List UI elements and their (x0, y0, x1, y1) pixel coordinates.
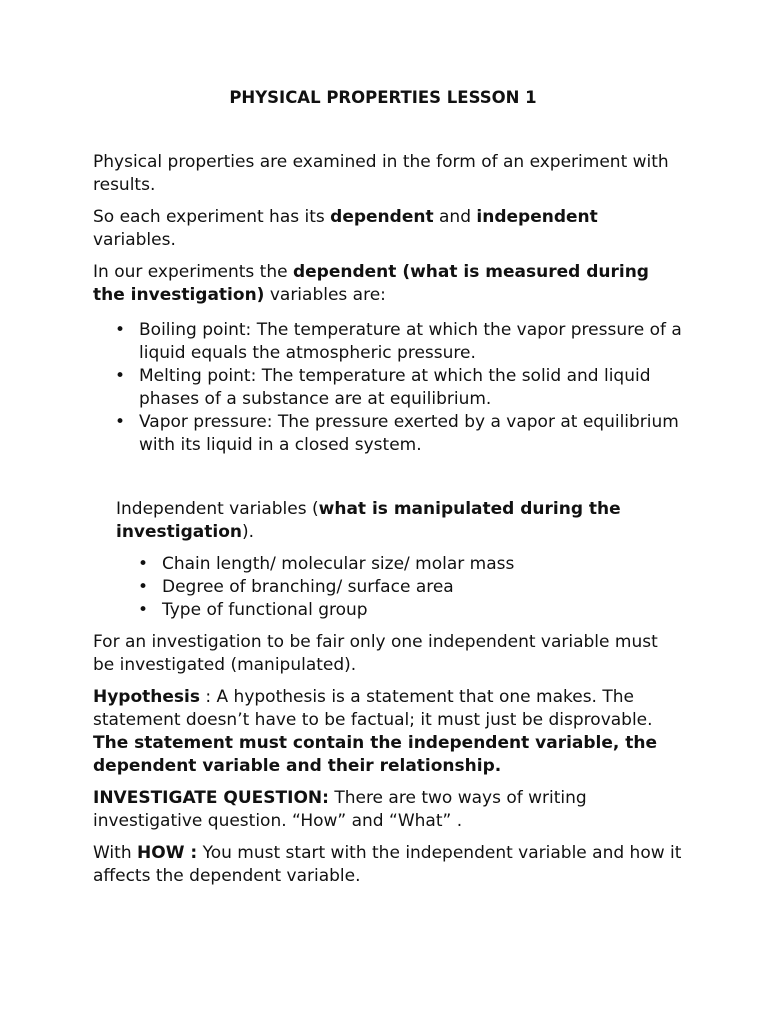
independent-variables-list (93, 553, 683, 622)
list-item (93, 599, 683, 622)
hypothesis-text: : A hypothesis is a statement that one makes. The statement doesn’t have to be factual; it must just be disprovable. (93, 687, 653, 730)
how-text: You must start with the independent variable and how it affects the dependent variable. (93, 843, 682, 886)
list-item-text: Vapor pressure: The pressure exerted by a vapor at equilibrium with its liquid in a closed system. (139, 412, 679, 455)
dependent-suffix: variables are: (264, 285, 386, 305)
bullet-icon: • (138, 554, 149, 574)
page-title: PHYSICAL PROPERTIES LESSON 1 (229, 88, 537, 107)
variables-and: and (433, 207, 477, 227)
bullet-icon: • (115, 366, 126, 386)
hypothesis-label: Hypothesis (93, 687, 200, 707)
list-item-text: Type of functional group (162, 600, 368, 620)
list-item (93, 319, 683, 365)
list-item-text: Boiling point: The temperature at which the vapor pressure of a liquid equals the atmospheric pressure. (139, 320, 682, 363)
bullet-icon: • (115, 412, 126, 432)
variables-suffix: variables. (93, 230, 176, 250)
how-label: HOW : (137, 843, 198, 863)
dependent-variables-list (93, 319, 683, 457)
independent-prefix: Independent variables ( (116, 499, 319, 519)
bullet-icon: • (115, 320, 126, 340)
document-page (93, 86, 683, 897)
list-item-text: Melting point: The temperature at which the solid and liquid phases of a substance are at equilibrium. (139, 366, 651, 409)
how-prefix: With (93, 843, 138, 863)
hypothesis-paragraph (93, 686, 683, 778)
intro-paragraph: Physical properties are examined in the form of an experiment with results. (93, 152, 669, 195)
list-item (93, 553, 683, 576)
bullet-icon: • (138, 600, 149, 620)
question-text: There are two ways of writing investigative question. “How” and “What” . (93, 788, 587, 831)
question-label: INVESTIGATE QUESTION: (93, 788, 329, 808)
fair-test-paragraph: For an investigation to be fair only one independent variable must be investigated (manipulated). (93, 632, 658, 675)
list-item (93, 365, 683, 411)
dependent-term: dependent (330, 207, 434, 227)
dependent-paragraph (93, 261, 683, 307)
dependent-prefix: In our experiments the (93, 262, 293, 282)
list-item (93, 411, 683, 457)
variables-paragraph (93, 206, 683, 252)
how-paragraph (93, 842, 683, 888)
list-item-text: Degree of branching/ surface area (162, 577, 454, 597)
independent-definition: what is manipulated during the investigation (116, 499, 621, 542)
bullet-icon: • (138, 577, 149, 597)
independent-suffix: ). (242, 522, 255, 542)
question-paragraph (93, 787, 683, 833)
independent-paragraph (93, 498, 683, 544)
independent-term: independent (476, 207, 598, 227)
list-item-text: Chain length/ molecular size/ molar mass (162, 554, 515, 574)
variables-prefix: So each experiment has its (93, 207, 331, 227)
dependent-definition: dependent (what is measured during the investigation) (93, 262, 649, 305)
list-item (93, 576, 683, 599)
hypothesis-emphasis: The statement must contain the independent variable, the dependent variable and their relationship. (93, 733, 658, 776)
